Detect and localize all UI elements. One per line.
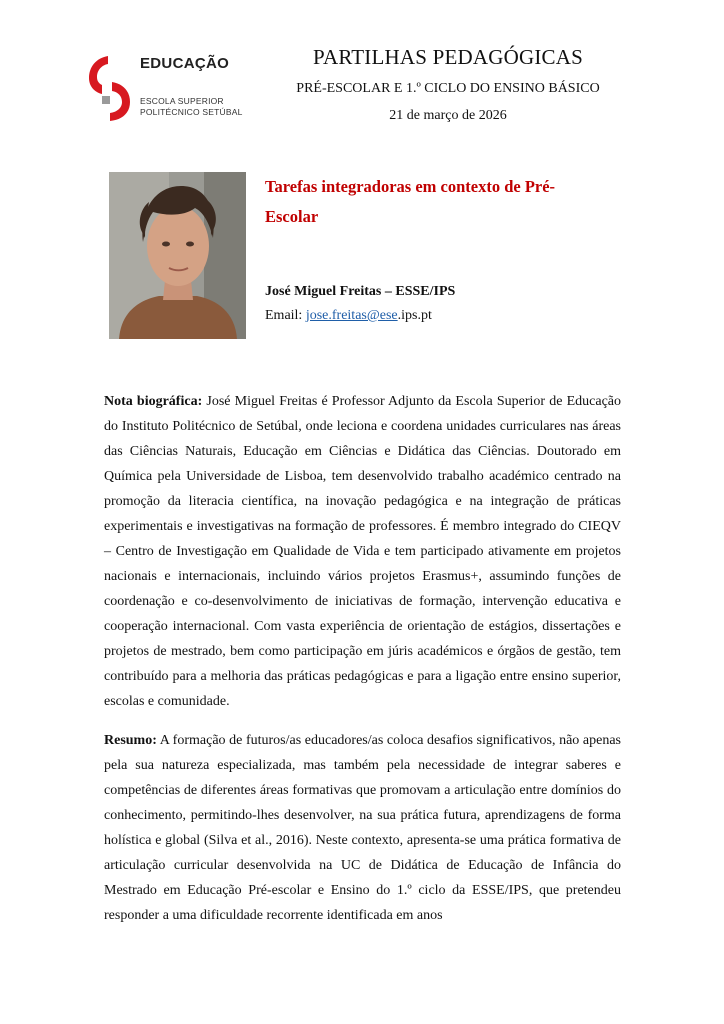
abstract-label: Resumo:: [104, 733, 157, 748]
speaker-name: José Miguel Freitas – ESSE/IPS: [265, 284, 456, 299]
logo-subtitle-line-2: POLITÉCNICO SETÚBAL: [140, 107, 243, 117]
abstract-paragraph: [104, 728, 621, 928]
bio-label: Nota biográfica:: [104, 394, 203, 409]
bio-paragraph: [104, 389, 621, 714]
header-date: 21 de março de 2026: [389, 108, 507, 123]
logo-subtitle-line-1: ESCOLA SUPERIOR: [140, 96, 224, 106]
email-domain: .ips.pt: [397, 308, 432, 323]
email-link[interactable]: jose.freitas@ese: [305, 308, 398, 323]
talk-title-line-1: Tarefas integradoras em contexto de Pré-: [265, 177, 556, 196]
speaker-photo: [109, 172, 246, 339]
header-subtitle: PRÉ-ESCOLAR E 1.º CICLO DO ENSINO BÁSICO: [296, 81, 600, 96]
talk-title-line-2: Escolar: [265, 207, 319, 226]
speaker-email: [265, 308, 432, 324]
bio-text: José Miguel Freitas é Professor Adjunto da Escola Superior de Educação do Instituto Politécnico de Setúbal, onde leciona e coordena unidades curriculares nas áreas das Ciências Naturais, Educação em Ciências e Didática das Ciências. Doutorado em Química pela Universidade de Lisboa, tem desenvolvido trabalho académico centrado na promoção da literacia científica, na inovação pedagógica e na integração de práticas experimentais e investigativas na formação de professores. É membro integrado do CIEQV – Centro de Investigação em Qualidade de Vida e tem participado ativamente em projetos nacionais e internacionais, incluindo vários projetos Erasmus+, assumindo funções de coordenação e co-desenvolvimento de iniciativas de formação, intervenção educativa e cooperação internacional. Com vasta experiência de orientação de estágios, dissertações e projetos de mestrado, bem como participação em júris académicos e órgãos de gestão, tem contribuído para a melhoria das práticas pedagógicas e para a ligação entre ensino superior, escolas e comunidade.: [104, 394, 621, 709]
page-header: [272, 44, 624, 125]
abstract-text: A formação de futuros/as educadores/as coloca desafios significativos, não apenas pela sua natureza especializada, mas também pela necessidade de integrar saberes e competências de diferentes áreas formativas que promovam a articulação entre domínios do conhecimento, permitindo-lhes desenvolver, na sua prática futura, aprendizagens de forma holística e global (Silva et al., 2016). Neste contexto, apresenta-se uma prática formativa de articulação curricular desenvolvida na UC de Didática de Educação de Infância do Mestrado em Educação Pré-escolar e Ensino do 1.º ciclo da ESSE/IPS, que pretendeu responder a uma dificuldade recorrente identificada em anos: [104, 733, 621, 923]
header-title: PARTILHAS PEDAGÓGICAS: [313, 45, 583, 69]
email-label: Email:: [265, 308, 303, 323]
logo-title: EDUCAÇÃO: [140, 55, 230, 72]
logo-mark-icon: [86, 52, 136, 122]
logo-subtitle: [140, 96, 250, 118]
institution-logo: [86, 52, 246, 122]
talk-title: [265, 172, 595, 232]
speaker-portrait-image: [109, 172, 246, 339]
